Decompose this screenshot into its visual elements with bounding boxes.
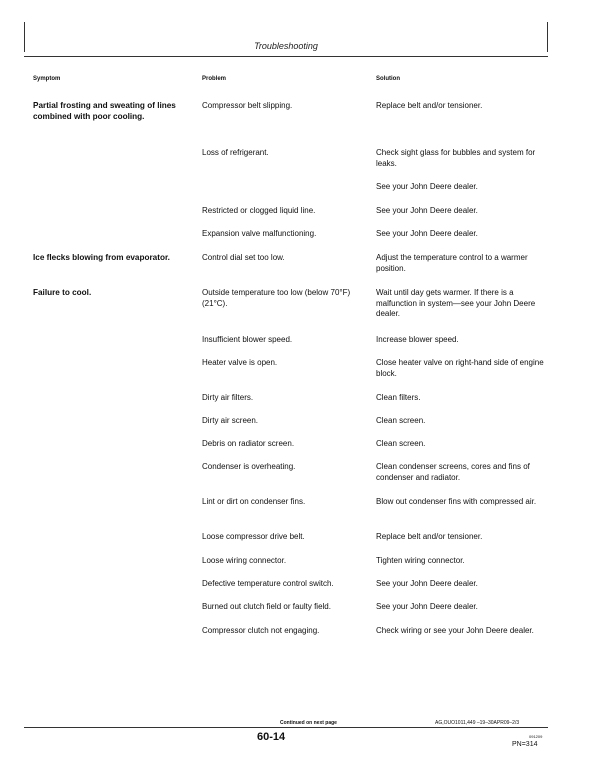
row-solution: See your John Deere dealer. (376, 229, 478, 238)
row-problem: Loose wiring connector. (202, 556, 287, 565)
row-problem: Compressor clutch not engaging. (202, 626, 320, 635)
row-symptom: Partial frosting and sweating of lines combined with poor cooling. (33, 101, 176, 121)
row-solution: Check sight glass for bubbles and system for leaks. (376, 148, 536, 168)
document-code: AG,OUO1011,449 –19–30APR09–2/3 (435, 720, 520, 726)
row-symptom: Failure to cool. (33, 288, 92, 297)
row-solution: Wait until day gets warmer. If there is a malfunction in system—see your John Deere dealer. (376, 288, 536, 318)
row-solution: See your John Deere dealer. (376, 182, 478, 191)
row-solution: Increase blower speed. (376, 335, 459, 344)
row-problem: Heater valve is open. (202, 358, 278, 367)
row-solution: Tighten wiring connector. (376, 556, 465, 565)
row-problem: Control dial set too low. (202, 253, 285, 262)
row-solution: Clean screen. (376, 439, 426, 448)
row-problem: Compressor belt slipping. (202, 101, 293, 110)
row-problem: Dirty air screen. (202, 416, 259, 425)
continued-note: Continued on next page (280, 720, 337, 726)
row-problem: Loss of refrigerant. (202, 148, 269, 157)
row-problem: Loose compressor drive belt. (202, 532, 305, 541)
row-solution: See your John Deere dealer. (376, 579, 478, 588)
footer-rule (24, 727, 548, 728)
column-header-symptom: Symptom (33, 76, 61, 82)
row-problem: Burned out clutch field or faulty field. (202, 602, 331, 611)
date-code: 091209 (529, 734, 543, 739)
row-solution: Replace belt and/or tensioner. (376, 532, 483, 541)
row-solution: Adjust the temperature control to a warmer position. (376, 253, 528, 273)
column-header-problem: Problem (202, 76, 227, 82)
page-number: 60-14 (257, 731, 286, 743)
column-header-solution: Solution (376, 76, 400, 82)
row-solution: Clean condenser screens, cores and fins of condenser and radiator. (376, 462, 530, 482)
row-problem: Expansion valve malfunctioning. (202, 229, 317, 238)
row-solution: Clean filters. (376, 393, 421, 402)
row-solution: See your John Deere dealer. (376, 206, 478, 215)
section-title: Troubleshooting (254, 41, 318, 51)
row-solution: Blow out condenser fins with compressed air. (376, 497, 537, 506)
row-solution: Check wiring or see your John Deere dealer. (376, 626, 534, 635)
row-problem: Condenser is overheating. (202, 462, 296, 471)
row-problem: Debris on radiator screen. (202, 439, 295, 448)
pn-number: PN=314 (512, 741, 538, 748)
row-problem: Lint or dirt on condenser fins. (202, 497, 306, 506)
row-solution: See your John Deere dealer. (376, 602, 478, 611)
row-problem: Dirty air filters. (202, 393, 254, 402)
row-problem: Restricted or clogged liquid line. (202, 206, 316, 215)
row-problem: Outside temperature too low (below 70°F) (21°C). (202, 288, 351, 308)
row-symptom: Ice flecks blowing from evaporator. (33, 253, 170, 262)
row-solution: Clean screen. (376, 416, 426, 425)
row-problem: Insufficient blower speed. (202, 335, 293, 344)
row-problem: Defective temperature control switch. (202, 579, 334, 588)
row-solution: Replace belt and/or tensioner. (376, 101, 483, 110)
row-solution: Close heater valve on right-hand side of engine block. (376, 358, 544, 378)
